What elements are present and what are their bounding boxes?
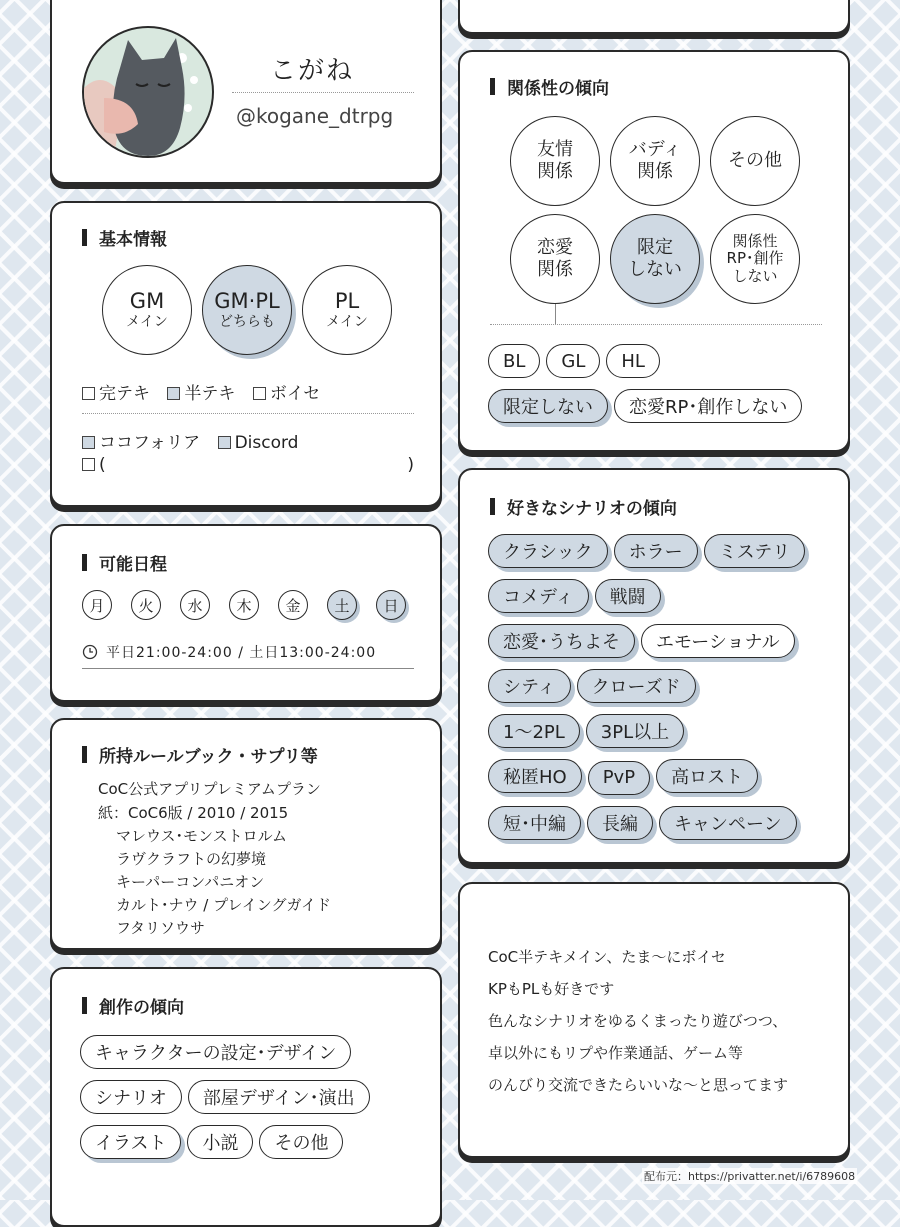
creative-tag: 部屋デザイン･演出	[188, 1080, 370, 1114]
day-row	[82, 590, 406, 620]
scenario-tag: シティ	[488, 669, 571, 703]
creative-card	[50, 967, 442, 1227]
checkbox-kantext[interactable]	[82, 387, 95, 400]
checkbox-other[interactable]	[82, 458, 95, 471]
scenario-tag: PvP	[588, 761, 650, 795]
basic-heading: 基本情報	[82, 225, 167, 250]
scenario-tag: ミステリ	[704, 534, 806, 568]
checkbox-voice[interactable]	[253, 387, 266, 400]
relation-tag: HL	[606, 344, 660, 378]
day-thu: 木	[229, 590, 259, 620]
scenario-tag: 1〜2PL	[488, 714, 580, 748]
rulebook-line: ラヴクラフトの幻夢境	[116, 850, 267, 868]
schedule-times: 平日21:00-24:00 / 土日13:00-24:00	[82, 642, 376, 662]
day-fri: 金	[278, 590, 308, 620]
relation-romance: 恋愛 関係	[510, 214, 600, 304]
comment-line: 卓以外にもリプや作業通話、ゲーム等	[488, 1044, 744, 1062]
scenario-tag: コメディ	[488, 579, 589, 613]
creative-tag: 小説	[187, 1125, 253, 1159]
rulebook-card	[50, 718, 442, 950]
play-style-options: 完テキ 半テキ ボイセ	[82, 379, 320, 404]
comment-line: KPもPLも好きです	[488, 980, 615, 998]
rulebook-line: 紙：CoC6版 / 2010 / 2015	[98, 804, 289, 822]
relation-tag: 恋愛RP･創作しない	[614, 389, 802, 423]
scenario-tag: 戦闘	[595, 579, 661, 613]
divider	[232, 92, 414, 93]
divider	[82, 668, 414, 669]
clock-icon	[82, 644, 98, 660]
comment-card	[458, 882, 850, 1158]
role-gm-pl: GM·PL どちらも	[202, 265, 292, 355]
relation-tag: BL	[488, 344, 540, 378]
scenario-tag: 短･中編	[488, 806, 581, 840]
relation-heading: 関係性の傾向	[490, 74, 609, 99]
role-pl: PL メイン	[302, 265, 392, 355]
relation-tag: 限定しない	[488, 389, 608, 423]
creative-tag: シナリオ	[80, 1080, 182, 1114]
avatar	[82, 26, 214, 158]
footer-credit: 配布元：https://privatter.net/i/6789608	[644, 1170, 856, 1183]
day-sun: 日	[376, 590, 406, 620]
scenario-tag: ホラー	[614, 534, 698, 568]
day-mon: 月	[82, 590, 112, 620]
connector-line	[555, 304, 556, 324]
relation-no-rp: 関係性 RP･創作 しない	[710, 214, 800, 304]
schedule-card	[50, 524, 442, 702]
scenario-tag: エモーショナル	[641, 624, 795, 658]
day-tue: 火	[131, 590, 161, 620]
divider	[82, 413, 414, 414]
comment-line: CoC半テキメイン、たま〜にボイセ	[488, 948, 726, 966]
scenario-heading: 好きなシナリオの傾向	[490, 494, 677, 519]
day-sat: 土	[327, 590, 357, 620]
role-gm: GM メイン	[102, 265, 192, 355]
rulebook-line: フタリソウサ	[116, 919, 205, 937]
scenario-tag: クラシック	[488, 534, 608, 568]
relation-other: その他	[710, 116, 800, 206]
rulebook-heading: 所持ルールブック・サプリ等	[82, 742, 318, 767]
profile-name: こがね	[270, 56, 355, 86]
rulebook-line: CoC公式アプリプレミアムプラン	[98, 780, 321, 798]
checkbox-ccfolia[interactable]	[82, 436, 95, 449]
relation-no-limit: 限定 しない	[610, 214, 700, 304]
other-tool-option: ( )	[82, 455, 414, 475]
profile-card	[50, 0, 442, 184]
schedule-heading: 可能日程	[82, 550, 167, 575]
comment-line: のんびり交流できたらいいな〜と思ってます	[488, 1076, 789, 1094]
rulebook-line: カルト･ナウ / プレイングガイド	[116, 896, 331, 914]
relation-friendship: 友情 関係	[510, 116, 600, 206]
rulebook-line: キーパーコンパニオン	[116, 873, 265, 891]
top-right-card	[458, 0, 850, 34]
day-wed: 水	[180, 590, 210, 620]
comment-line: 色んなシナリオをゆるくまったり遊びつつ、	[488, 1012, 788, 1030]
scenario-card	[458, 468, 850, 864]
scenario-tag: クローズド	[577, 669, 696, 703]
relation-tag: GL	[546, 344, 600, 378]
divider	[490, 324, 822, 325]
creative-tag: イラスト	[80, 1125, 181, 1159]
creative-tag: キャラクターの設定･デザイン	[80, 1035, 351, 1069]
basic-info-card	[50, 201, 442, 507]
checkbox-hantext[interactable]	[167, 387, 180, 400]
relation-card	[458, 50, 850, 452]
scenario-tag: 秘匿HO	[488, 759, 582, 793]
rulebook-line: マレウス･モンストロルム	[116, 827, 288, 845]
scenario-tag: 高ロスト	[656, 759, 758, 793]
scenario-tag: 3PL以上	[586, 714, 684, 748]
scenario-tag: 恋愛･うちよそ	[488, 624, 635, 658]
creative-tag: その他	[259, 1125, 343, 1159]
scenario-tag: キャンペーン	[659, 806, 797, 840]
profile-handle: @kogane_dtrpg	[236, 104, 394, 128]
tool-options: ココフォリア Discord	[82, 428, 298, 453]
scenario-tag: 長編	[587, 806, 653, 840]
relation-buddy: バディ 関係	[610, 116, 700, 206]
checkbox-discord[interactable]	[218, 436, 231, 449]
creative-heading: 創作の傾向	[82, 993, 184, 1018]
